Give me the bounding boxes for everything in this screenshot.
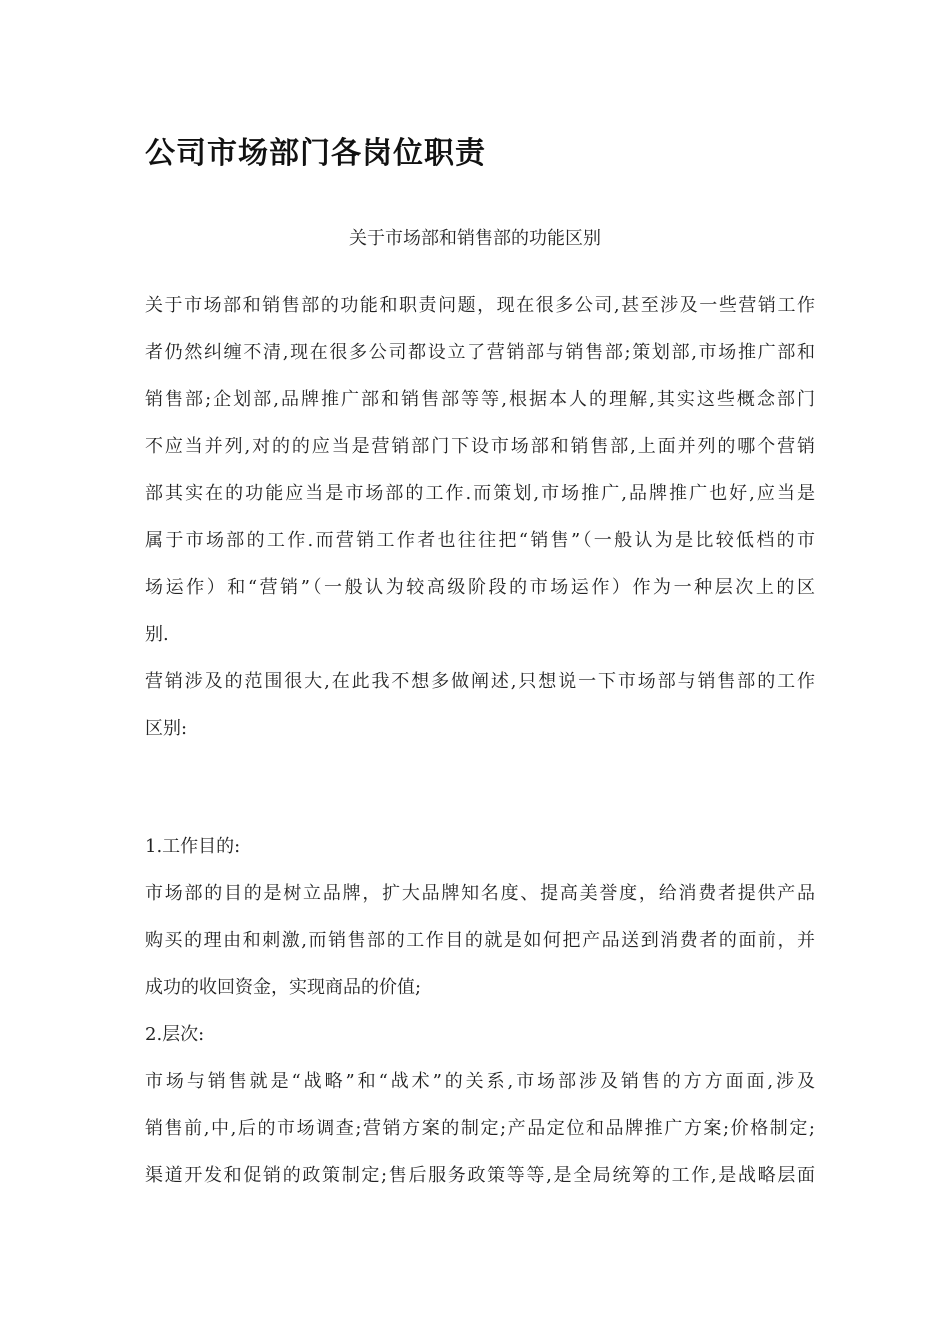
section-number: 2.层次: bbox=[145, 1024, 205, 1045]
paragraph-line: 市场与销售就是“战略”和“战术”的关系,市场部涉及销售的方方面面,涉及 bbox=[145, 1071, 815, 1092]
paragraph-line: 渠道开发和促销的政策制定;售后服务政策等等,是全局统筹的工作,是战略层面 bbox=[145, 1165, 815, 1186]
paragraph-line: 场运作）和“营销”（一般认为较高级阶段的市场运作）作为一种层次上的区 bbox=[145, 577, 815, 598]
paragraph-line: 部其实在的功能应当是市场部的工作.而策划,市场推广,品牌推广也好,应当是 bbox=[145, 483, 815, 504]
paragraph-line: 者仍然纠缠不清,现在很多公司都设立了营销部与销售部;策划部,市场推广部和 bbox=[145, 342, 815, 363]
paragraph-line: 销售前,中,后的市场调查;营销方案的制定;产品定位和品牌推广方案;价格制定; bbox=[145, 1118, 815, 1139]
paragraph-line: 区别: bbox=[145, 718, 188, 739]
paragraph-line: 属于市场部的工作.而营销工作者也往往把“销售”（一般认为是比较低档的市 bbox=[145, 530, 815, 551]
paragraph-line: 销售部;企划部,品牌推广部和销售部等等,根据本人的理解,其实这些概念部门 bbox=[145, 389, 815, 410]
section-number: 1.工作目的: bbox=[145, 836, 241, 857]
page-title: 公司市场部门各岗位职责 bbox=[145, 136, 486, 171]
paragraph-line: 成功的收回资金，实现商品的价值; bbox=[145, 977, 422, 998]
paragraph-line: 市场部的目的是树立品牌，扩大品牌知名度、提高美誉度，给消费者提供产品 bbox=[145, 883, 815, 904]
paragraph-line: 关于市场部和销售部的功能和职责问题，现在很多公司,甚至涉及一些营销工作 bbox=[145, 295, 815, 316]
section-heading: 关于市场部和销售部的功能区别 bbox=[349, 228, 601, 249]
paragraph-line: 别. bbox=[145, 624, 169, 645]
paragraph-line: 营销涉及的范围很大,在此我不想多做阐述,只想说一下市场部与销售部的工作 bbox=[145, 671, 815, 692]
paragraph-line: 购买的理由和刺激,而销售部的工作目的就是如何把产品送到消费者的面前，并 bbox=[145, 930, 815, 951]
paragraph-line: 不应当并列,对的的应当是营销部门下设市场部和销售部,上面并列的哪个营销 bbox=[145, 436, 815, 457]
